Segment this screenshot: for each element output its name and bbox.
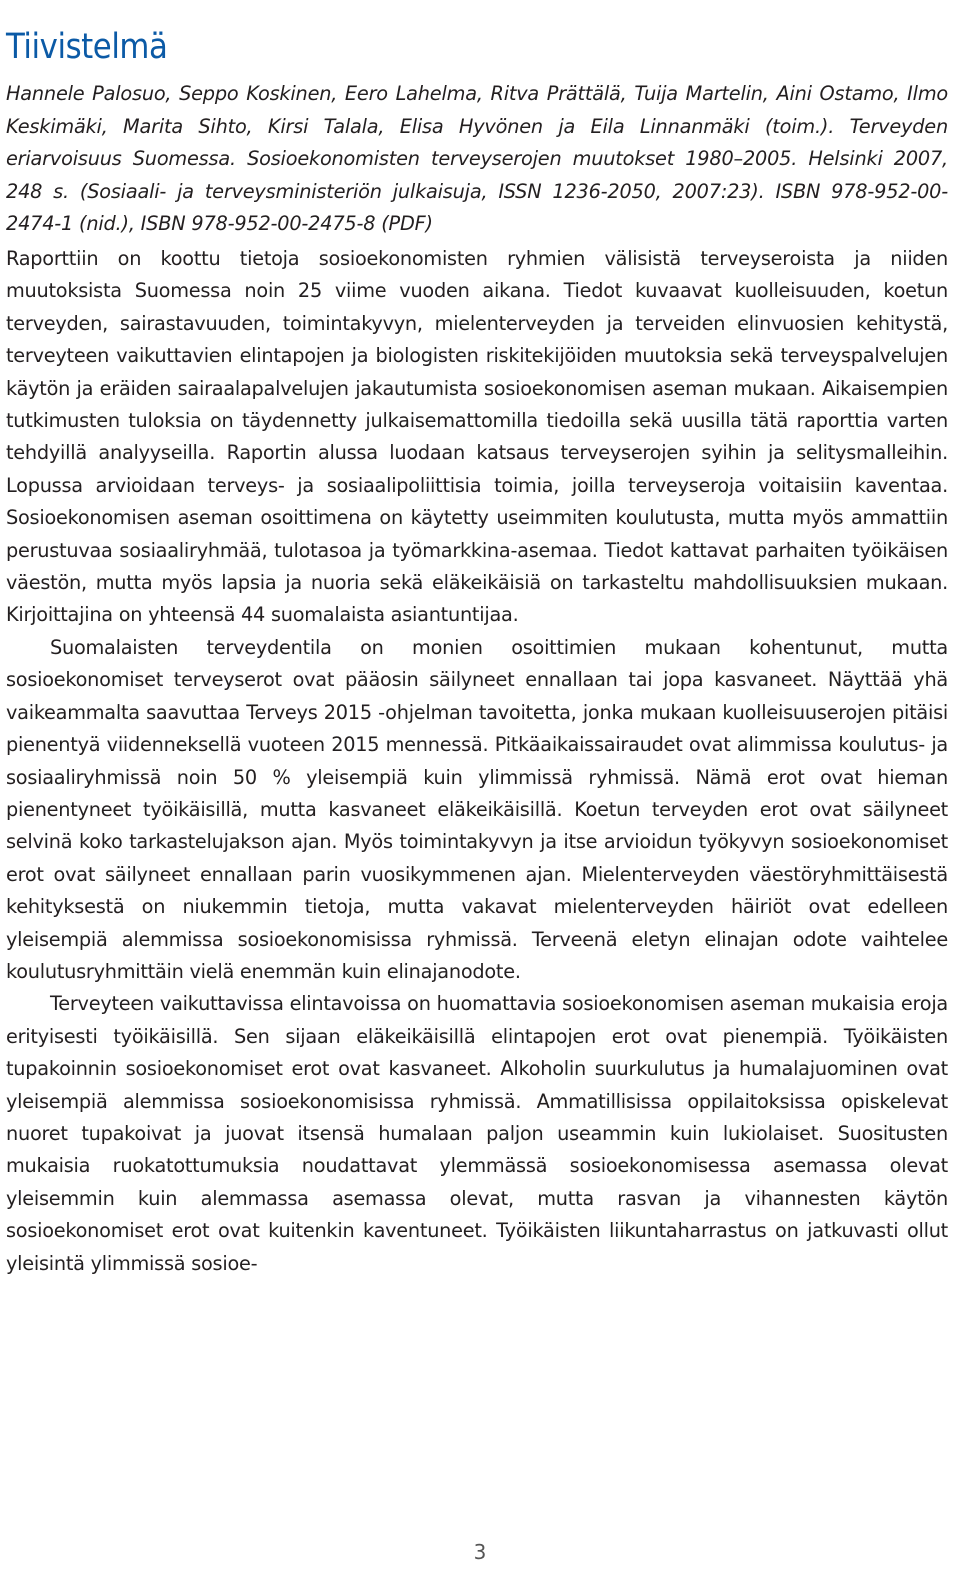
page-title: Tiivistelmä [6, 27, 168, 68]
citation-publication: Helsinki 2007, 248 s. (Sosiaali- ja terveysministeriön julkaisuja, ISSN 1236-2050, 2007:23). ISBN 978-952-00-2474-1 (nid.), ISBN 978-952-00-2475-8 (PDF) [6, 147, 948, 235]
abstract-paragraph: Raporttiin on koottu tietoja sosioekonomisten ryhmien välisistä terveyseroista ja niiden muutoksista Suomessa noin 25 viime vuoden aikana. Tiedot kuvaavat kuolleisuuden, koetun terveyden, sairastavuuden, toimintakyvyn, mielenterveyden ja terveiden elinvuosien kehitystä, terveyteen vaikuttavien elintapojen ja biologisten riskitekijöiden muutoksia sekä terveyspalvelujen käytön ja eräiden sairaalapalvelujen jakautumista sosioekonomisen aseman mukaan. Aikaisempien tutkimusten tuloksia on täydennetty julkaisemattomilla tiedoilla sekä uusilla tätä raporttia varten tehdyillä analyyseilla. Raportin alussa luodaan katsaus terveyserojen syihin ja selitysmalleihin. Lopussa arvioidaan terveys- ja sosiaalipoliittisia toimia, joilla terveyseroja voitaisiin kaventaa. Sosioekonomisen aseman osoittimena on käytetty useimmiten koulutusta, mutta myös ammattiin perustuvaa sosiaaliryhmää, tulotasoa ja työmarkkina-asemaa. Tiedot kattavat parhaiten työikäisen väestön, mutta myös lapsia ja nuoria sekä eläkeikäisiä on tarkasteltu mahdollisuuksien mukaan. Kirjoittajina on yhteensä 44 suomalaista asiantuntijaa. [6, 247, 948, 627]
abstract-paragraph: Suomalaisten terveydentila on monien osoittimien mukaan kohentunut, mutta sosioekonomiset terveyserot ovat pääosin säilyneet ennallaan tai jopa kasvaneet. Näyttää yhä vaikeammalta saavuttaa Terveys 2015 -ohjelman tavoitetta, jonka mukaan kuolleisuuserojen pitäisi pienentyä viidenneksellä vuoteen 2015 mennessä. Pitkäaikaissairaudet ovat alimmissa koulutus- ja sosiaaliryhmissä noin 50 % yleisempiä kuin ylimmissä ryhmissä. Nämä erot ovat hieman pienentyneet työikäisillä, mutta kasvaneet eläkeikäisillä. Koetun terveyden erot ovat säilyneet selvinä koko tarkastelujakson ajan. Myös toimintakyvyn ja itse arvioidun työkyvyn sosioekonomiset erot ovat säilyneet ennallaan parin vuosikymmenen ajan. Mielenterveyden väestöryhmittäisestä kehityksestä on niukemmin tietoja, mutta vakavat mielenterveyden häiriöt ovat edelleen yleisempiä alemmissa sosioekonomisissa ryhmissä. Terveenä eletyn elinajan odote vaihtelee koulutusryhmittäin vielä enemmän kuin elinajanodote. [6, 635, 948, 983]
abstract-paragraph: Terveyteen vaikuttavissa elintavoissa on huomattavia sosioekonomisen aseman mukaisia eroja erityisesti työikäisillä. Sen sijaan eläkeikäisillä elintapojen erot ovat pienempiä. Työikäisten tupakoinnin sosioekonomiset erot ovat kasvaneet. Alkoholin suurkulutus ja humalajuominen ovat yleisempiä alemmissa sosioekonomisissa ryhmissä. Ammatillisissa oppilaitoksissa opiskelevat nuoret tupakoivat ja juovat itsensä humalaan paljon useammin kuin lukiolaiset. Suositusten mukaisia ruokatottumuksia noudattavat ylemmässä sosioekonomisessa asemassa olevat yleisemmin kuin alemmassa asemassa olevat, mutta rasvan ja vihannesten käytön sosioekonomiset erot ovat kuitenkin kaventuneet. Työikäisten liikuntaharrastus on jatkuvasti ollut yleisintä ylimmissä sosioe- [6, 992, 948, 1275]
page-number: 3 [473, 1540, 487, 1564]
bibliographic-citation [6, 78, 948, 241]
abstract-body [6, 243, 948, 1280]
citation-book-title: Terveyden eriarvoisuus Suomessa. Sosioekonomisten terveyserojen muutokset 1980–2005. [6, 114, 948, 170]
citation-authors: Hannele Palosuo, Seppo Koskinen, Eero Lahelma, Ritva Prättälä, Tuija Martelin, Aini Ostamo, Ilmo Keskimäki, Marita Sihto, Kirsi Talala, Elisa Hyvönen ja Eila Linnanmäki (toim.). [6, 82, 948, 138]
